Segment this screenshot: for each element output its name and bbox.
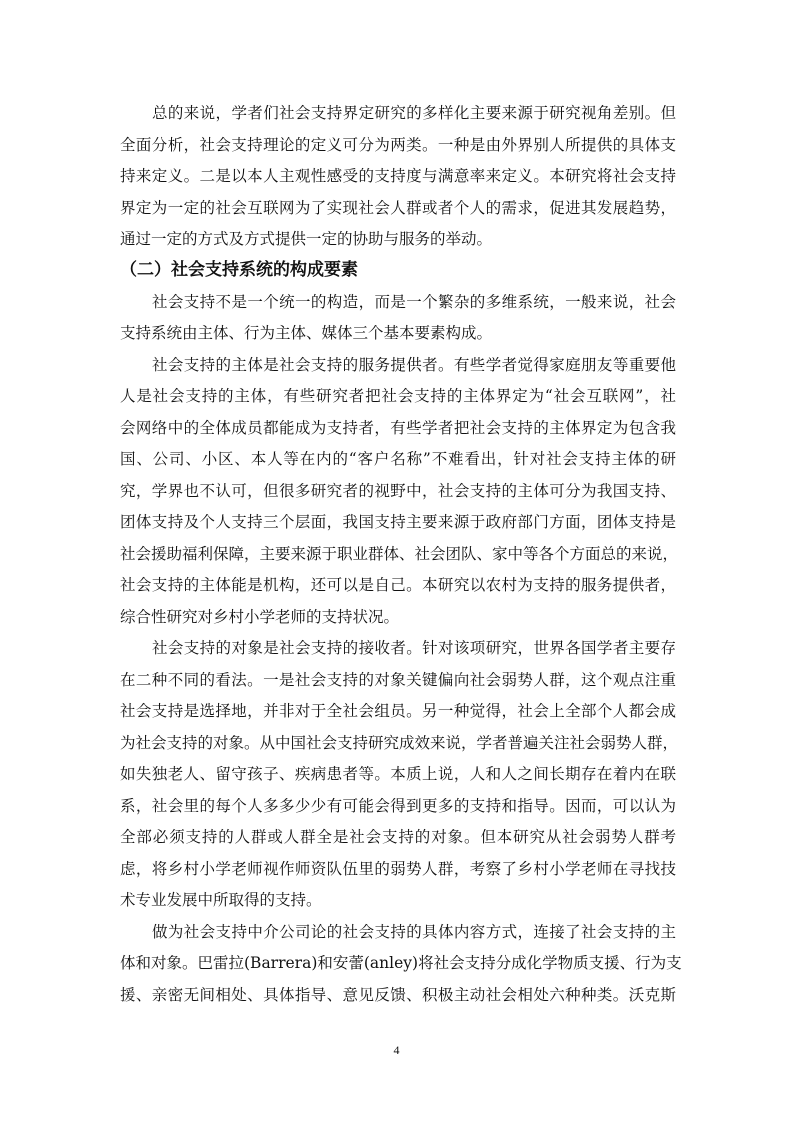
paragraph-line: 援、亲密无间相处、具体指导、意见反馈、积极主动社会相处六种种类。沃克斯 (120, 986, 676, 1004)
paragraph-line: 人是社会支持的主体，有些研究者把社会支持的主体界定为“社会互联网”，社 (120, 387, 676, 405)
paragraph-line: 全面分析，社会支持理论的定义可分为两类。一种是由外界别人所提供的具体支 (120, 136, 676, 154)
paragraph-line: 通过一定的方式及方式提供一定的协助与服务的举动。 (120, 230, 493, 248)
paragraph-line: 如失独老人、留守孩子、疾病患者等。本质上说，人和人之间长期存在着内在联 (120, 765, 676, 783)
paragraph-line: 为社会支持的对象。从中国社会支持研究成效来说，学者普遍关注社会弱势人群， (120, 734, 679, 752)
paragraph-line: 国、公司、小区、本人等在内的“客户名称”不难看出，针对社会支持主体的研 (120, 450, 676, 468)
paragraph-line: 系，社会里的每个人多多少少有可能会得到更多的支持和指导。因而，可以认为 (120, 797, 676, 815)
paragraph-line: 社会支持的主体能是机构，还可以是自己。本研究以农村为支持的服务提供者， (120, 576, 676, 594)
page-number: 4 (393, 1043, 400, 1057)
paragraph-line: 在二种不同的看法。一是社会支持的对象关键偏向社会弱势人群，这个观点注重 (120, 671, 676, 689)
paragraph-line: 总的来说，学者们社会支持界定研究的多样化主要来源于研究视角差别。但 (152, 104, 676, 122)
paragraph-line: 持来定义。二是以本人主观性感受的支持度与满意率来定义。本研究将社会支持 (120, 167, 676, 185)
paragraph-line: 支持系统由主体、行为主体、媒体三个基本要素构成。 (120, 324, 493, 342)
paragraph-line: 界定为一定的社会互联网为了实现社会人群或者个人的需求，促进其发展趋势， (120, 199, 676, 217)
paragraph-line: 社会支持的对象是社会支持的接收者。针对该项研究，世界各国学者主要存 (152, 639, 676, 657)
paragraph-line: 社会援助福利保障，主要来源于职业群体、社会团队、家中等各个方面总的来说， (120, 545, 679, 563)
paragraph-line: 社会支持的主体是社会支持的服务提供者。有些学者觉得家庭朋友等重要他 (152, 356, 676, 374)
paragraph-line: 全部必须支持的人群或人群全是社会支持的对象。但本研究从社会弱势人群考 (120, 828, 676, 846)
section-heading: （二）社会支持系统的构成要素 (120, 260, 358, 280)
paragraph-line: 做为社会支持中介公司论的社会支持的具体内容方式，连接了社会支持的主 (152, 923, 676, 941)
paragraph-line: 社会支持不是一个统一的构造，而是一个繁杂的多维系统，一般来说，社会 (152, 293, 676, 311)
paragraph-line: 究，学界也不认可，但很多研究者的视野中，社会支持的主体可分为我国支持、 (120, 482, 676, 500)
paragraph-line: 会网络中的全体成员都能成为支持者，有些学者把社会支持的主体界定为包含我 (120, 419, 676, 437)
paragraph-line: 虑，将乡村小学老师视作师资队伍里的弱势人群，考察了乡村小学老师在寻找技 (120, 860, 676, 878)
paragraph-line: 团体支持及个人支持三个层面，我国支持主要来源于政府部门方面，团体支持是 (120, 513, 676, 531)
paragraph-line: 体和对象。巴雷拉(Barrera)和安蕾(anley)将社会支持分成化学物质支援、行为支 (120, 954, 682, 972)
paragraph-line: 术专业发展中所取得的支持。 (120, 891, 322, 909)
paragraph-line: 综合性研究对乡村小学老师的支持状况。 (120, 608, 400, 626)
paragraph-line: 社会支持是选择地，并非对于全社会组员。另一种觉得，社会上全部个人都会成 (120, 702, 676, 720)
